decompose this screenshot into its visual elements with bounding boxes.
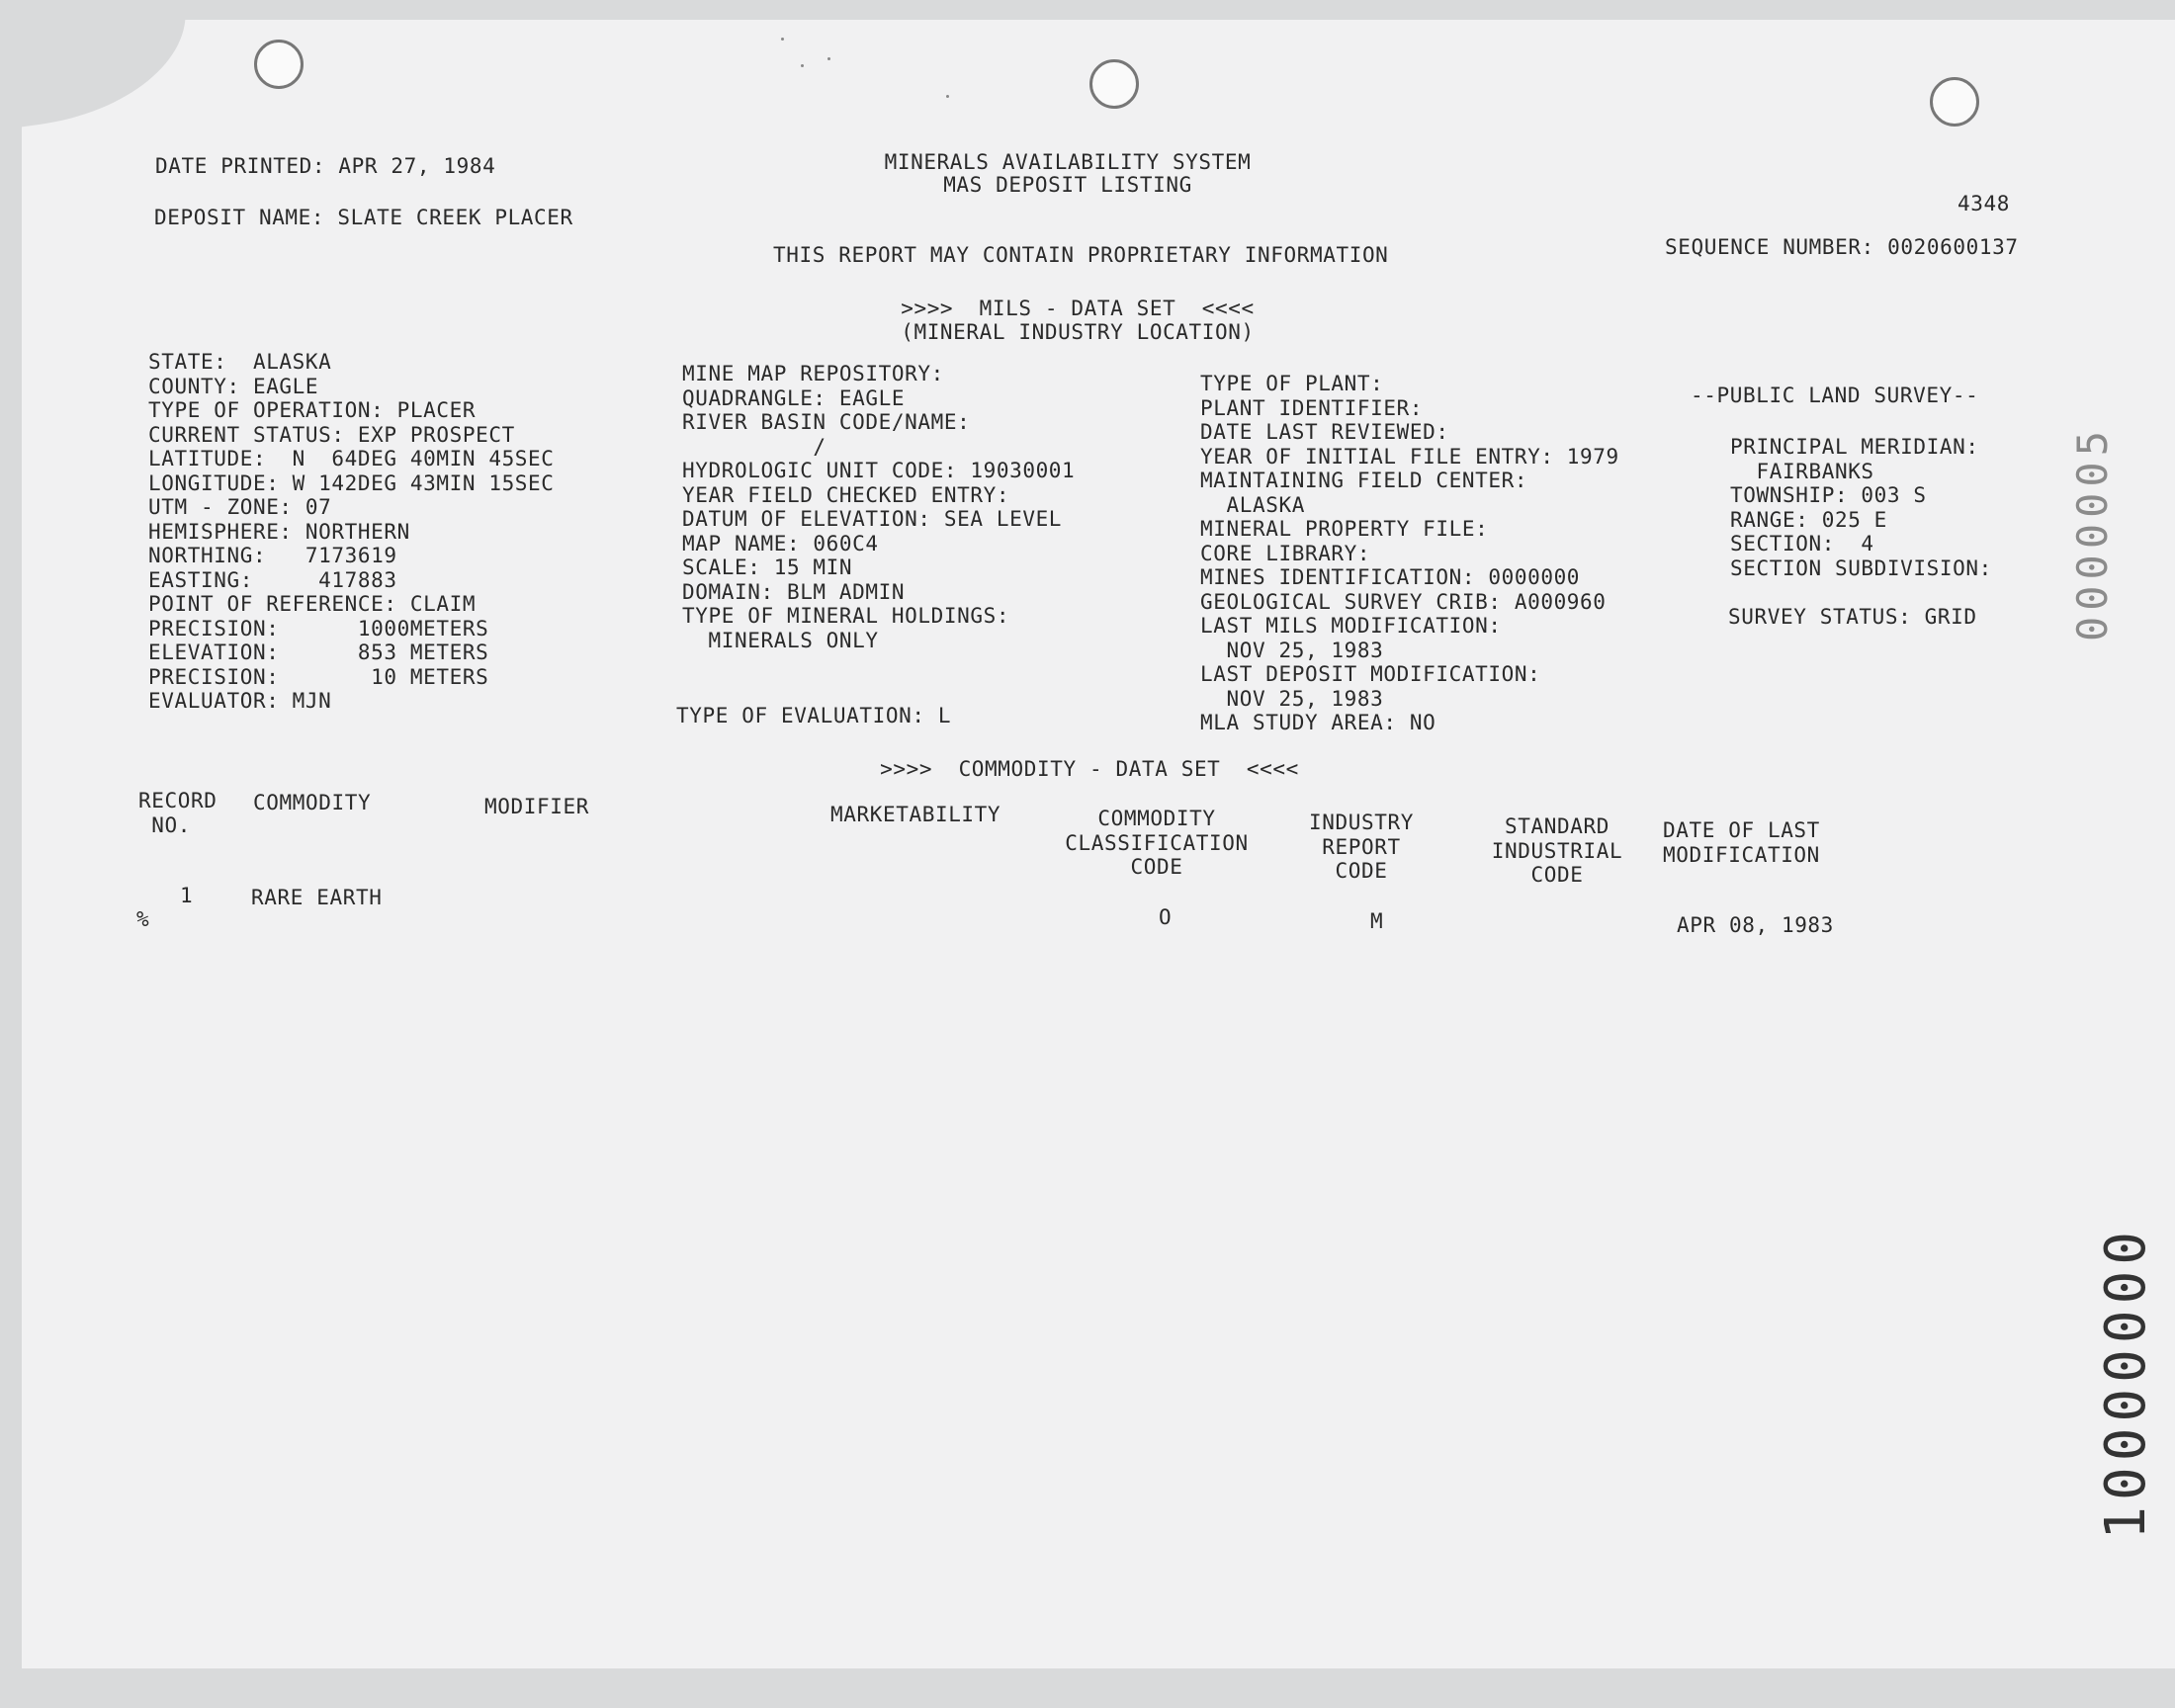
deposit-name: DEPOSIT NAME: SLATE CREEK PLACER	[154, 206, 573, 229]
survey-crib-line: GEOLOGICAL SURVEY CRIB: A000960	[1200, 589, 1607, 614]
punch-hole	[1930, 77, 1979, 127]
row-marker: %	[136, 907, 150, 931]
speck	[781, 38, 784, 41]
punch-hole	[1089, 59, 1139, 109]
mines-id-line: MINES IDENTIFICATION: 0000000	[1200, 565, 1581, 589]
state-line: STATE: ALASKA	[148, 350, 332, 374]
plant-identifier-line: PLANT IDENTIFIER:	[1200, 395, 1424, 420]
county-line: COUNTY: EAGLE	[148, 374, 319, 398]
elevation-precision-line: PRECISION: 10 METERS	[148, 664, 489, 689]
classification-code: O	[1159, 905, 1173, 929]
system-title: MINERALS AVAILABILITY SYSTEM	[884, 150, 1252, 174]
modifier-header: MODIFIER	[484, 795, 589, 818]
reference-point-line: POINT OF REFERENCE: CLAIM	[148, 592, 477, 616]
latitude-line: LATITUDE: N 64DEG 40MIN 45SEC	[148, 447, 555, 470]
meridian-value: FAIRBANKS	[1730, 459, 1874, 483]
field-center-line: MAINTAINING FIELD CENTER:	[1200, 469, 1528, 492]
northing-line: NORTHING: 7173619	[148, 544, 397, 567]
evaluator-line: EVALUATOR: MJN	[148, 689, 332, 713]
map-name-line: MAP NAME: 060C4	[682, 531, 879, 555]
plant-type-line: TYPE OF PLANT:	[1200, 372, 1384, 395]
evaluation-type-line: TYPE OF EVALUATION: L	[676, 704, 952, 727]
record-no-header: RECORD NO.	[138, 789, 218, 837]
proprietary-notice: THIS REPORT MAY CONTAIN PROPRIETARY INFORMATION	[773, 243, 1389, 267]
section-subdivision-line: SECTION SUBDIVISION:	[1730, 555, 1992, 580]
date-printed: DATE PRINTED: APR 27, 1984	[155, 154, 496, 178]
township-line: TOWNSHIP: 003 S	[1730, 483, 1927, 507]
report-page	[22, 20, 2175, 1668]
hydrologic-unit-line: HYDROLOGIC UNIT CODE: 19030001	[682, 459, 1076, 482]
last-mils-mod-value: NOV 25, 1983	[1200, 638, 1384, 662]
speck	[827, 57, 830, 60]
speck	[801, 64, 804, 67]
punch-hole	[254, 40, 304, 89]
easting-line: EASTING: 417883	[148, 567, 397, 592]
field-center-value: ALASKA	[1200, 492, 1305, 517]
elevation-line: ELEVATION: 853 METERS	[148, 640, 489, 664]
field-checked-line: YEAR FIELD CHECKED ENTRY:	[682, 482, 1010, 507]
record-number: 1	[180, 884, 194, 907]
last-deposit-mod-line: LAST DEPOSIT MODIFICATION:	[1200, 662, 1541, 686]
current-status-line: CURRENT STATUS: EXP PROSPECT	[148, 422, 515, 447]
quadrangle-line: QUADRANGLE: EAGLE	[682, 385, 906, 410]
land-survey-title: --PUBLIC LAND SURVEY--	[1691, 384, 1979, 407]
classification-header: COMMODITY CLASSIFICATION CODE	[1065, 807, 1249, 879]
listing-title: MAS DEPOSIT LISTING	[943, 173, 1192, 197]
torn-corner	[22, 20, 199, 133]
precision-line: PRECISION: 1000METERS	[148, 616, 489, 640]
mineral-holdings-line: TYPE OF MINERAL HOLDINGS:	[682, 604, 1010, 628]
meridian-line: PRINCIPAL MERIDIAN:	[1730, 435, 1979, 459]
mils-subtitle: (MINERAL INDUSTRY LOCATION)	[901, 320, 1255, 344]
modification-date: APR 08, 1983	[1677, 913, 1834, 937]
commodity-name: RARE EARTH	[251, 886, 383, 909]
industry-report-header: INDUSTRY REPORT CODE	[1309, 811, 1414, 883]
page-number: 4348	[1958, 192, 2010, 215]
longitude-line: LONGITUDE: W 142DEG 43MIN 15SEC	[148, 470, 555, 495]
industrial-code-header: STANDARD INDUSTRIAL CODE	[1491, 814, 1623, 887]
utm-zone-line: UTM - ZONE: 07	[148, 495, 332, 519]
marketability-header: MARKETABILITY	[830, 803, 1001, 826]
last-mils-mod-line: LAST MILS MODIFICATION:	[1200, 614, 1502, 638]
section-line: SECTION: 4	[1730, 532, 1874, 555]
core-library-line: CORE LIBRARY:	[1200, 541, 1371, 565]
last-deposit-mod-value: NOV 25, 1983	[1200, 686, 1384, 711]
mla-study-line: MLA STUDY AREA: NO	[1200, 711, 1436, 734]
range-line: RANGE: 025 E	[1730, 507, 1887, 532]
river-basin-line: RIVER BASIN CODE/NAME:	[682, 410, 971, 434]
survey-status-line: SURVEY STATUS: GRID	[1728, 605, 1977, 629]
operation-type-line: TYPE OF OPERATION: PLACER	[148, 398, 477, 422]
initial-entry-line: YEAR OF INITIAL FILE ENTRY: 1979	[1200, 444, 1619, 469]
speck	[946, 95, 949, 98]
scale-line: SCALE: 15 MIN	[682, 555, 853, 579]
property-file-line: MINERAL PROPERTY FILE:	[1200, 517, 1489, 541]
domain-line: DOMAIN: BLM ADMIN	[682, 579, 906, 604]
commodity-title: >>>> COMMODITY - DATA SET <<<<	[880, 757, 1299, 781]
hemisphere-line: HEMISPHERE: NORTHERN	[148, 519, 410, 544]
mineral-holdings-value: MINERALS ONLY	[682, 628, 879, 652]
industry-code: M	[1370, 909, 1384, 933]
sequence-number: SEQUENCE NUMBER: 0020600137	[1665, 235, 2019, 259]
date-mod-header: DATE OF LAST MODIFICATION	[1663, 818, 1820, 867]
lower-margin-stamp: 10000000	[2094, 1226, 2158, 1540]
datum-line: DATUM OF ELEVATION: SEA LEVEL	[682, 507, 1063, 531]
upper-margin-stamp: 0000005	[2068, 425, 2117, 642]
date-reviewed-line: DATE LAST REVIEWED:	[1200, 420, 1449, 444]
commodity-header: COMMODITY	[253, 791, 372, 814]
river-basin-value: /	[682, 434, 826, 459]
mils-title: >>>> MILS - DATA SET <<<<	[901, 297, 1255, 320]
mine-map-repository-line: MINE MAP REPOSITORY:	[682, 362, 944, 385]
